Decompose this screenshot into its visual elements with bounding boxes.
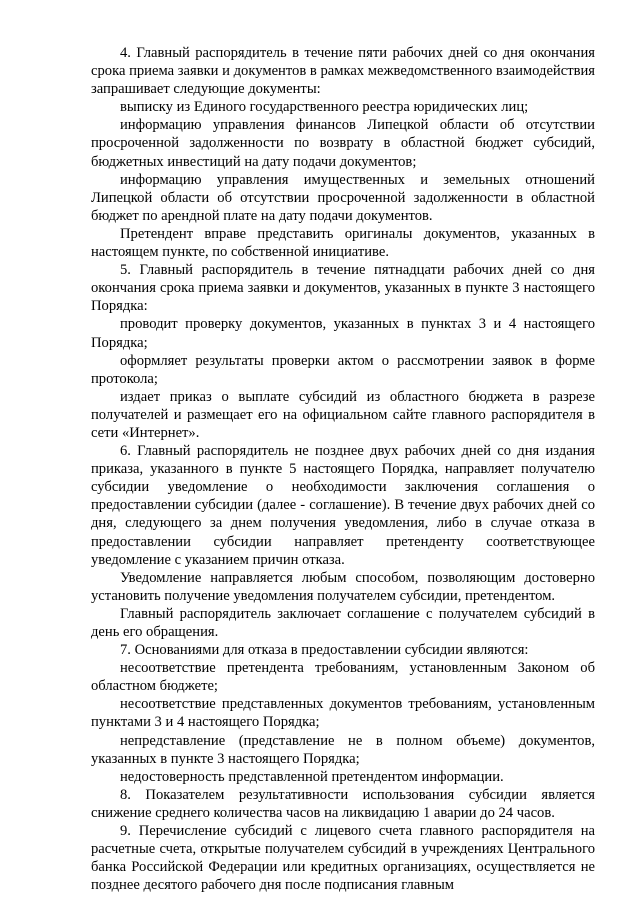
paragraph-protocol: оформляет результаты проверки актом о рассмотрении заявок в форме протокола; bbox=[91, 352, 595, 387]
paragraph-finance-info: информацию управления финансов Липецкой области об отсутствии просроченной задолженности по возврату в областной бюджет субсидий, бюджетных инвестиций на дату подачи документов; bbox=[91, 117, 595, 170]
paragraph-property-info: информацию управления имущественных и земельных отношений Липецкой области об отсутствии просроченной задолженности в областной бюджет по арендной плате на дату подачи документов. bbox=[91, 171, 595, 224]
document-page bbox=[91, 44, 595, 894]
paragraph-ground-nonsubmission: непредставление (представление не в полном объеме) документов, указанных в пункте 3 настоящего Порядка; bbox=[91, 732, 595, 767]
paragraph-document-check: проводит проверку документов, указанных в пунктах 3 и 4 настоящего Порядка; bbox=[91, 316, 595, 351]
paragraph-ground-requirements: несоответствие претендента требованиям, установленным Законом об областном бюджете; bbox=[91, 660, 595, 695]
paragraph-4-intro: 4. Главный распорядитель в течение пяти рабочих дней со дня окончания срока приема заявки и документов в рамках межведомственного взаимодействия запрашивает следующие документы: bbox=[91, 45, 595, 98]
paragraph-ground-documents: несоответствие представленных документов требованиям, установленным пунктами 3 и 4 настоящего Порядка; bbox=[91, 696, 595, 731]
paragraph-6-notification: 6. Главный распорядитель не позднее двух рабочих дней со дня издания приказа, указанного в пункте 5 настоящего Порядка, направляет получателю субсидии уведомление о необходимости заключения соглашения о предоставлении субсидии (далее - соглашение). В течение двух рабочих дней со дня, следующего за днем получения уведомления, либо в случае отказа в предоставлении субсидии направляет претенденту соответствующее уведомление с указанием причин отказа. bbox=[91, 443, 595, 568]
paragraph-9-transfer: 9. Перечисление субсидий с лицевого счета главного распорядителя на расчетные счета, открытые получателем субсидий в учреждениях Центрального банка Российской Федерации или кредитных организациях, осуществляется не позднее десятого рабочего дня после подписания главным bbox=[91, 823, 595, 894]
paragraph-order: издает приказ о выплате субсидий из областного бюджета в разрезе получателей и размещает его на официальном сайте главного распорядителя в сети «Интернет». bbox=[91, 388, 595, 441]
paragraph-8-indicator: 8. Показателем результативности использования субсидии является снижение среднего количества часов на ликвидацию 1 аварии до 24 часов. bbox=[91, 786, 595, 821]
paragraph-notification-method: Уведомление направляется любым способом, позволяющим достоверно установить получение уведомления получателем субсидии, претендентом. bbox=[91, 569, 595, 604]
paragraph-egrul-extract: выписку из Единого государственного реестра юридических лиц; bbox=[120, 99, 529, 116]
paragraph-7-grounds: 7. Основаниями для отказа в предоставлении субсидии являются: bbox=[120, 642, 529, 659]
paragraph-5-intro: 5. Главный распорядитель в течение пятнадцати рабочих дней со дня окончания срока приема заявки и документов, указанных в пункте 3 настоящего Порядка: bbox=[91, 262, 595, 315]
paragraph-ground-unreliable: недостоверность представленной претендентом информации. bbox=[120, 768, 504, 785]
paragraph-originals-right: Претендент вправе представить оригиналы документов, указанных в настоящем пункте, по собственной инициативе. bbox=[91, 225, 595, 261]
paragraph-agreement: Главный распорядитель заключает соглашение с получателем субсидий в день его обращения. bbox=[91, 605, 595, 640]
